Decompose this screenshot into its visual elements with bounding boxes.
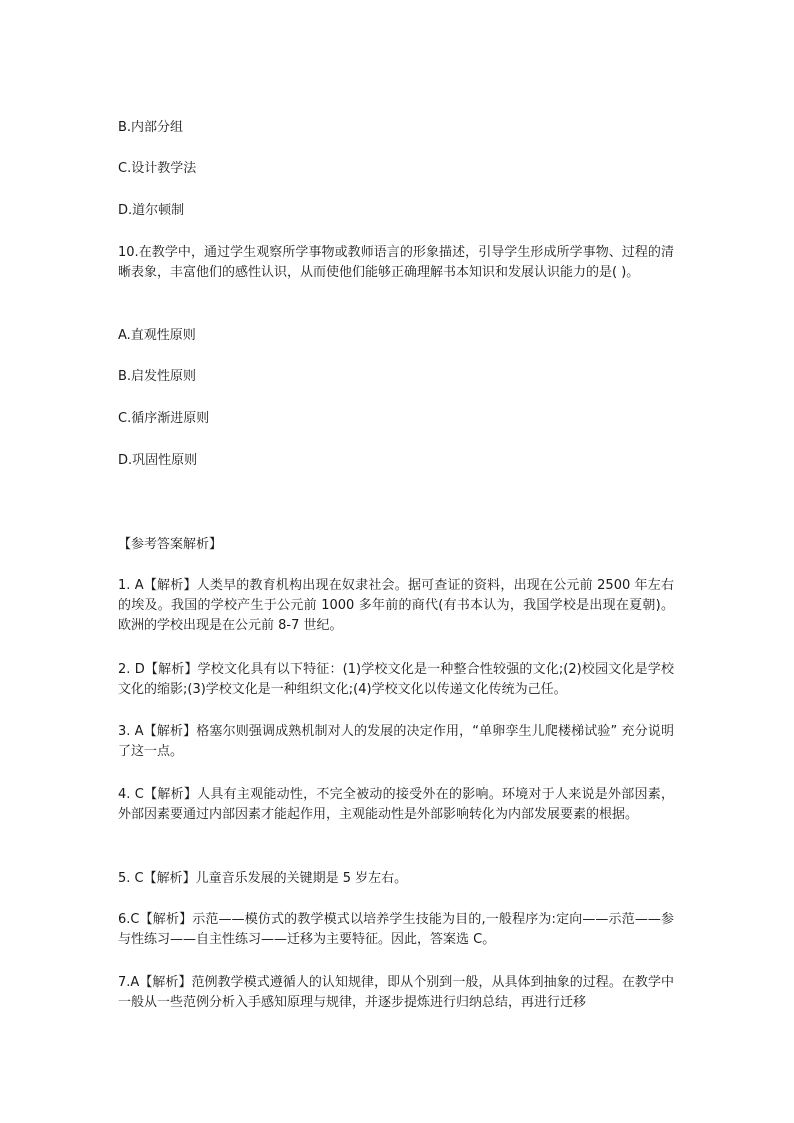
document-page [118,0,678,1123]
q9-option-b: B.内部分组 [118,120,184,135]
answer-3: 3. A【解析】格塞尔则强调成熟机制对人的发展的决定作用，“单卵孪生儿爬楼梯试验” 充分说明了这一点。 [118,724,674,759]
q9-option-d: D.道尔顿制 [118,203,185,218]
q9-option-c: C.设计教学法 [118,161,197,176]
q10-option-c: C.循序渐进原则 [118,411,210,426]
answer-1: 1. A【解析】人类早的教育机构出现在奴隶社会。据可查证的资料，出现在公元前 2500 年左右的埃及。我国的学校产生于公元前 1000 多年前的商代(有书本认为，我国学校是出现在夏朝)。欧洲的学校出现是在公元前 8-7 世纪。 [118,578,674,633]
q10-option-d: D.巩固性原则 [118,453,198,468]
answer-6: 6.C【解析】示范——模仿式的教学模式以培养学生技能为目的,一般程序为:定向——示范——参与性练习——自主性练习——迁移为主要特征。因此，答案选 C。 [118,912,674,947]
answers-heading: 【参考答案解析】 [118,537,223,552]
answer-7: 7.A【解析】范例教学模式遵循人的认知规律，即从个别到一般，从具体到抽象的过程。在教学中一般从一些范例分析入手感知原理与规律，并逐步提炼进行归纳总结，再进行迁移 [118,975,674,1010]
answer-2: 2. D【解析】学校文化具有以下特征：(1)学校文化是一种整合性较强的文化;(2)校园文化是学校文化的缩影;(3)学校文化是一种组织文化;(4)学校文化以传递文化传统为己任。 [118,662,674,697]
answer-4: 4. C【解析】人具有主观能动性，不完全被动的接受外在的影响。环境对于人来说是外部因素，外部因素要通过内部因素才能起作用，主观能动性是外部影响转化为内部发展要素的根据。 [118,787,674,822]
q10-stem: 10.在教学中，通过学生观察所学事物或教师语言的形象描述，引导学生形成所学事物、过程的清晰表象，丰富他们的感性认识，从而使他们能够正确理解书本知识和发展认识能力的是( )。 [118,245,674,280]
q10-option-a: A.直观性原则 [118,328,196,343]
q10-option-b: B.启发性原则 [118,369,197,384]
answer-5: 5. C【解析】儿童音乐发展的关键期是 5 岁左右。 [118,871,408,886]
